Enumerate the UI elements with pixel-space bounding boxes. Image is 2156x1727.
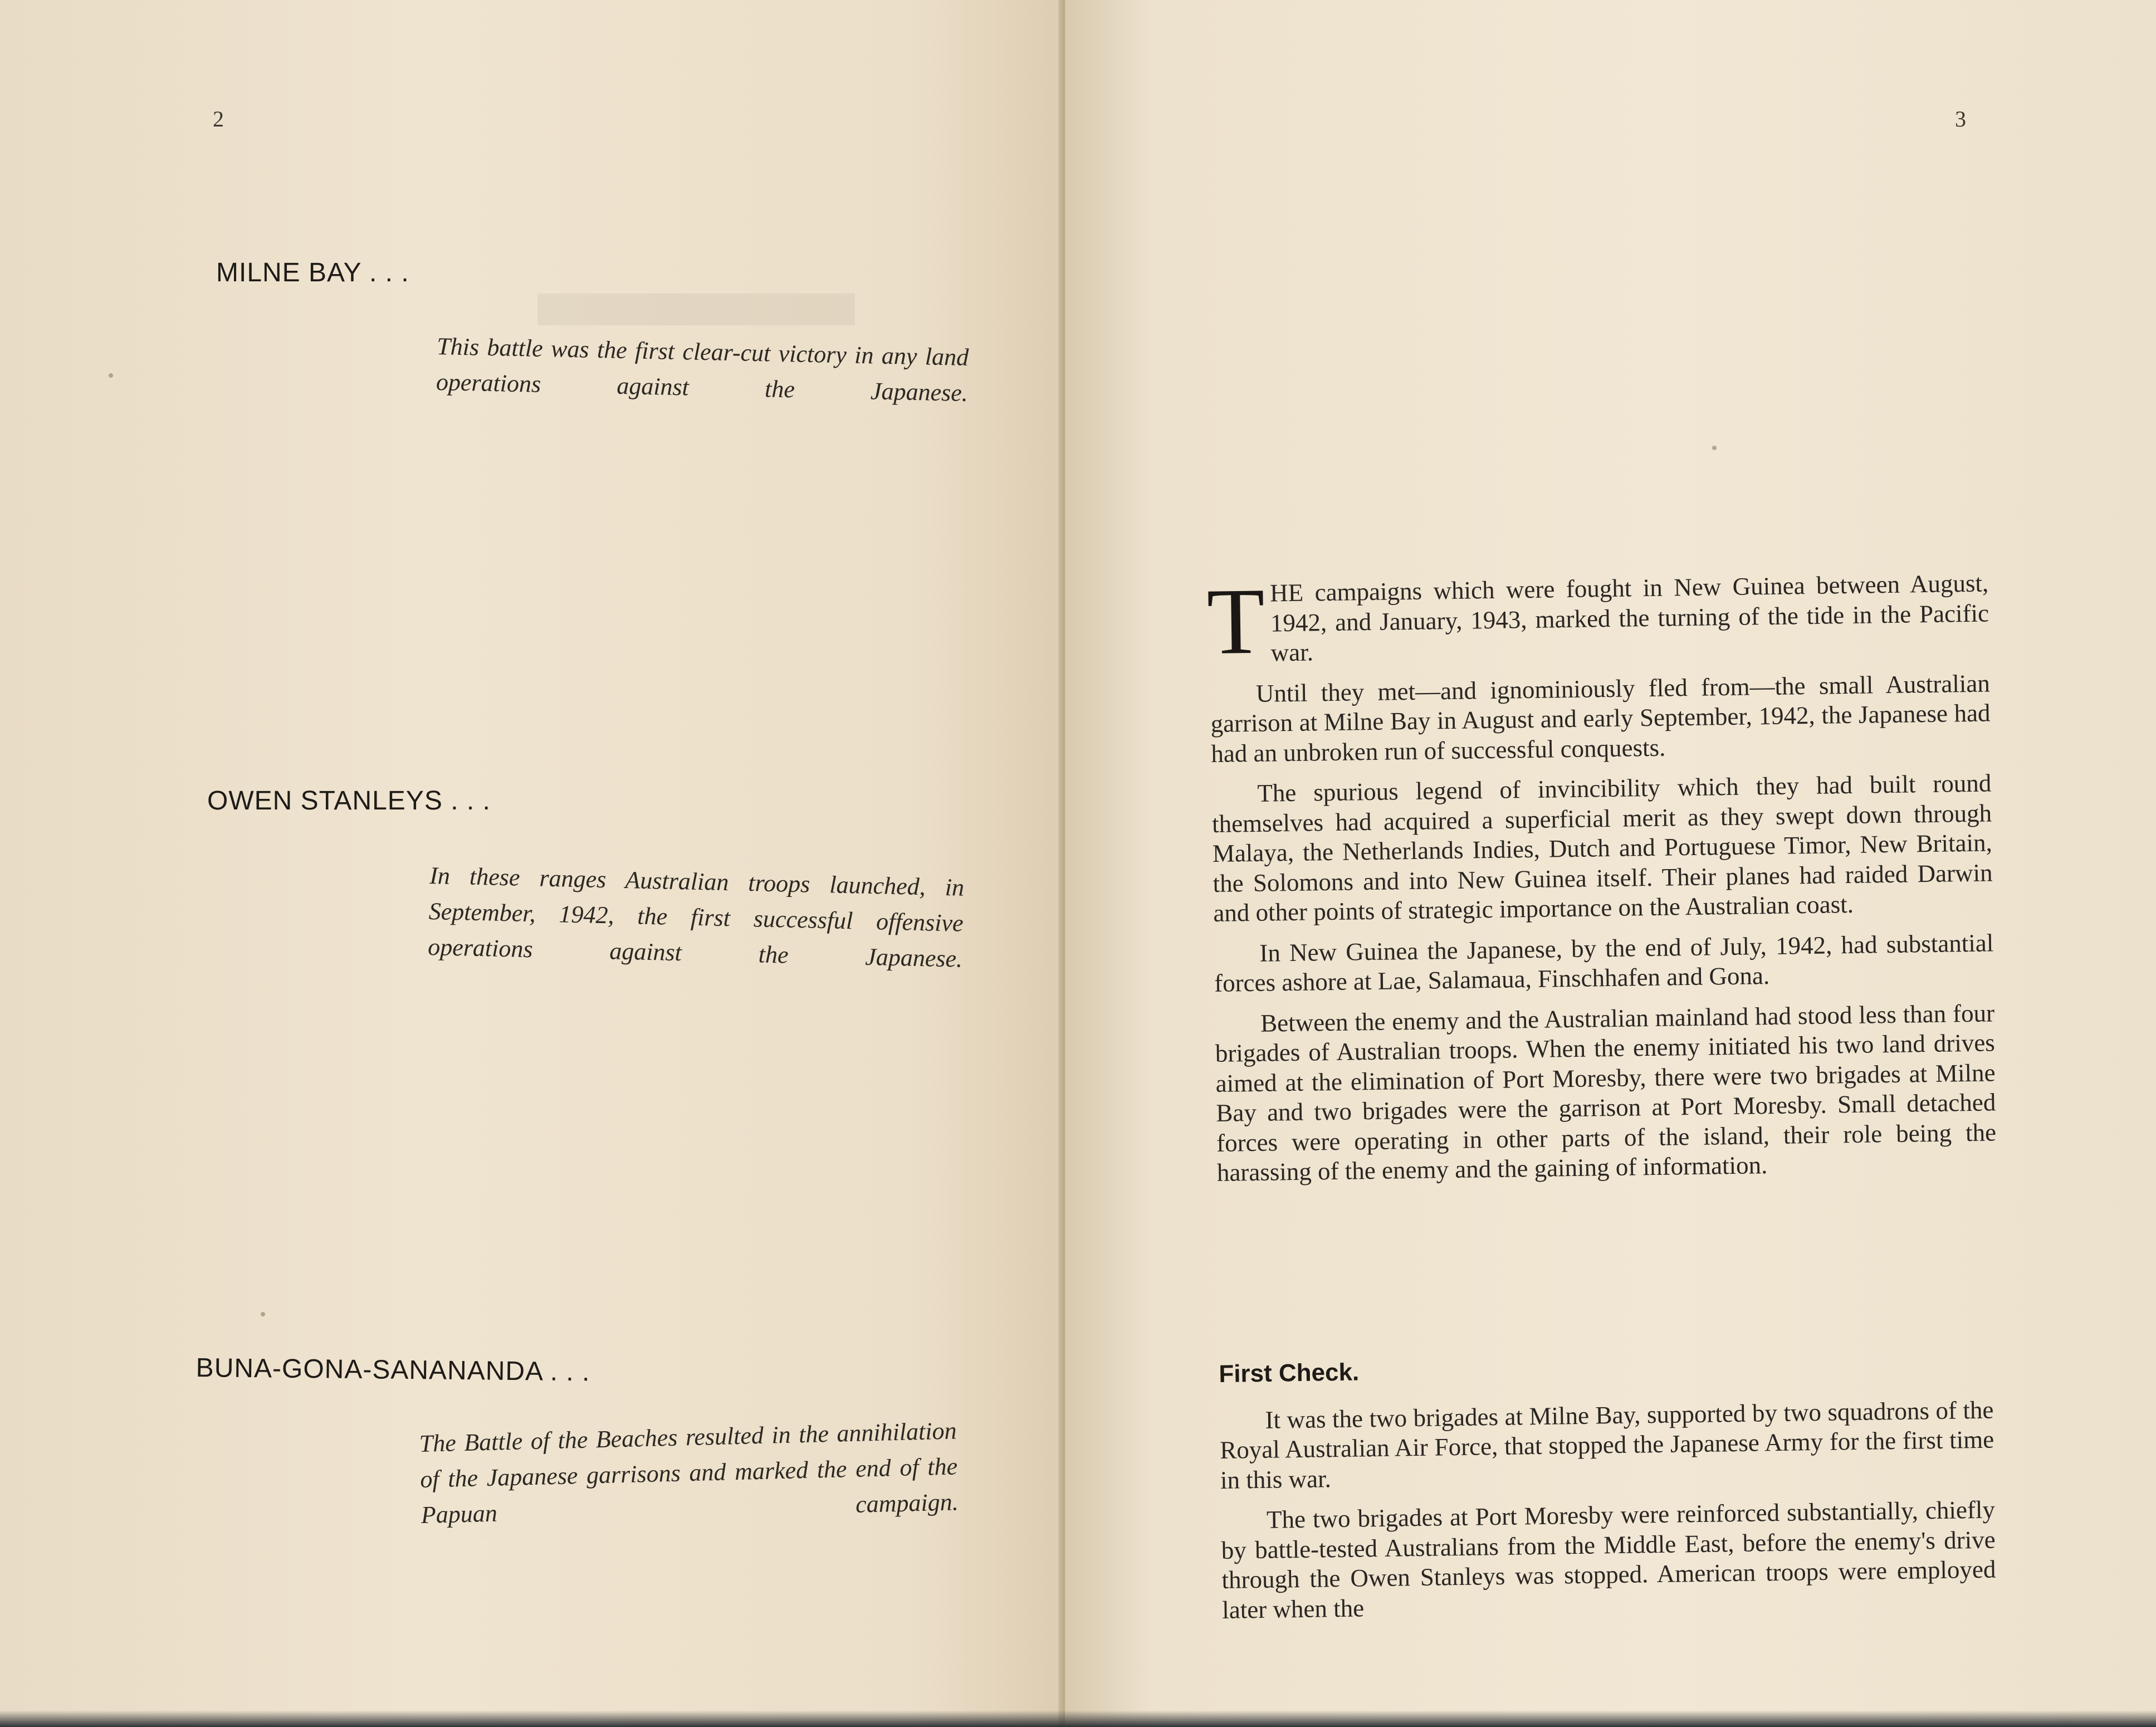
paragraph-1 [1206,568,1989,675]
heading-buna-gona-sanananda: BUNA-GONA-SANANANDA . . . [195,1353,590,1387]
caption-owen-stanleys: In these ranges Australian troops launched, in September, 1942, the first successful offensive operations against the Japanese. [427,861,965,973]
page-number-right: 3 [1955,106,1966,131]
paragraph-5: Between the enemy and the Australian mainland had stood less than four brigades of Australian troops. When the enemy initiated his two land drives aimed at the elimination of Port Moresby, there were two brigades at Milne Bay and two brigades were the garrison at Port Moresby. Small detached forces were operating in other parts of the island, their role being the harassing of the enemy and the gaining of information. [1215,998,1997,1187]
scan-bottom-edge [0,1710,2156,1727]
paragraph-2: Until they met—and ignominiously fled from—the small Australian garrison at Milne Bay in August and early September, 1942, the Japanese had had an unbroken run of successful conquests. [1210,669,1991,768]
drop-cap: T [1206,568,1266,675]
main-article-text [1206,568,1997,1198]
paper-speck [109,373,113,378]
paragraph-1-text: HE campaigns which were fought in New Guinea between August, 1942, and January, 1943, marked the turning of the tide in the Pacific war. [1269,569,1989,667]
section-paragraph-2: The two brigades at Port Moresby were reinforced substantially, chiefly by battle-tested Australians from the Middle East, before the enemy's drive through the Owen Stanleys was stopped. American troops were employed later when the [1221,1495,1996,1624]
section-heading-first-check: First Check. [1219,1358,1360,1388]
section-paragraph-1: It was the two brigades at Milne Bay, supported by two squadrons of the Royal Australian Air Force, that stopped the Japanese Army for the first time in this war. [1219,1396,1994,1494]
paragraph-4: In New Guinea the Japanese, by the end of July, 1942, had substantial forces ashore at Lae, Salamaua, Finschhafen and Gona. [1214,928,1994,997]
paper-speck [261,1312,265,1316]
show-through-title: ▬▬▬ [537,230,855,348]
page-number-left: 2 [213,106,224,131]
paragraph-3: The spurious legend of invincibility which they had built round themselves had acquired a superficial merit as they swept down through Malaya, the Netherlands Indies, Dutch and Portuguese Timor, New Britain, the Solomons and into New Guinea itself. Their planes had raided Darwin and other points of strategic importance on the Australian coast. [1211,769,1993,927]
heading-milne-bay: MILNE BAY . . . [216,258,409,287]
heading-owen-stanleys: OWEN STANLEYS . . . [207,786,491,816]
left-page [0,0,1065,1727]
caption-milne-bay: This battle was the first clear-cut victory in any land operations against the Japanese. [436,332,969,407]
first-check-section [1219,1349,1997,1636]
caption-buna-gona-sanananda: The Battle of the Beaches resulted in the annihilation of the Japanese garrisons and marked the end of the Papuan campaign. [419,1417,959,1529]
paper-speck [1712,446,1717,450]
